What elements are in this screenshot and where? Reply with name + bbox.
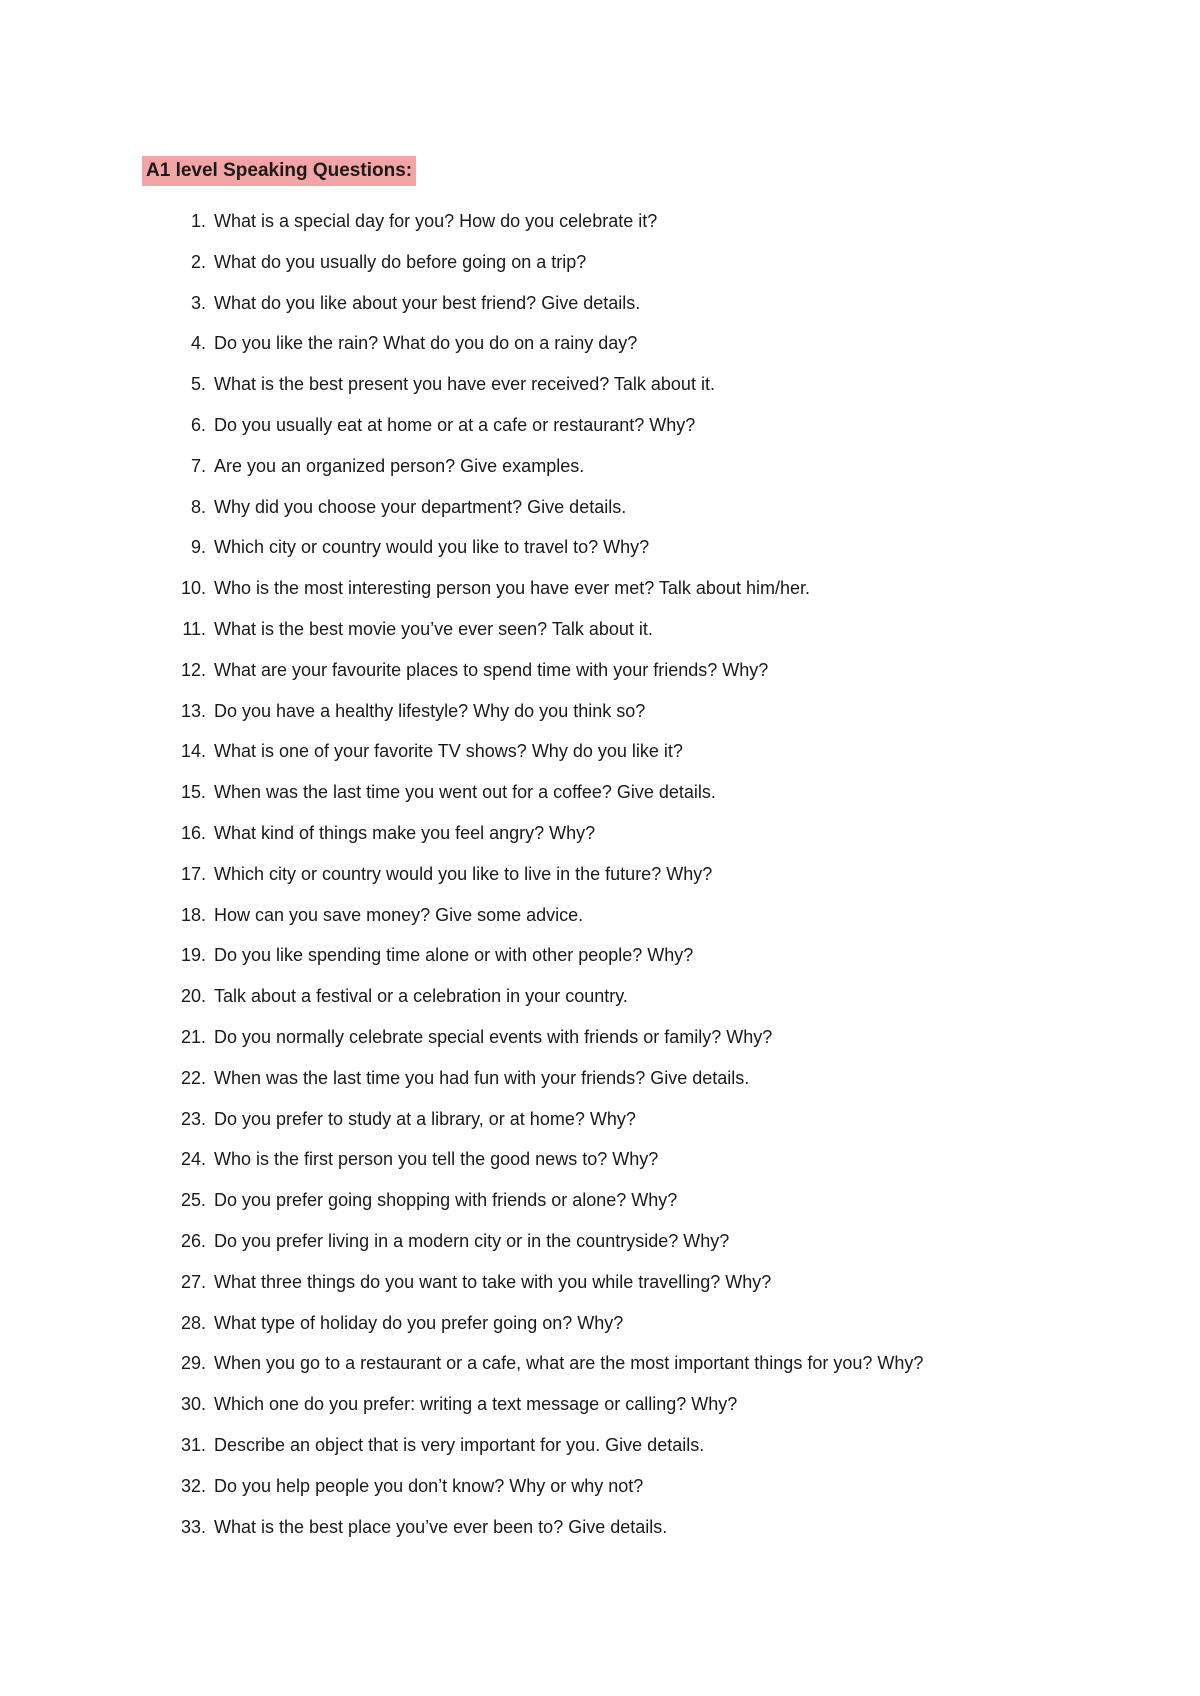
question-item (142, 940, 923, 981)
question-item (142, 532, 923, 573)
question-number: 25. (180, 1190, 206, 1211)
question-number: 19. (180, 945, 206, 966)
question-text: Who is the first person you tell the good news to? Why? (214, 1149, 659, 1170)
question-number: 27. (180, 1271, 206, 1292)
question-text: What is one of your favorite TV shows? Why do you like it? (214, 741, 683, 762)
page-title: A1 level Speaking Questions: (142, 156, 416, 186)
question-item (142, 1063, 923, 1104)
question-text: When was the last time you had fun with your friends? Give details. (214, 1067, 750, 1088)
question-item (142, 206, 923, 247)
question-number: 6. (190, 414, 206, 435)
question-text: What is the best movie you’ve ever seen? Talk about it. (214, 618, 653, 639)
question-text: Do you have a healthy lifestyle? Why do you think so? (214, 700, 646, 721)
question-text: Do you prefer living in a modern city or in the countryside? Why? (214, 1230, 730, 1251)
question-item (142, 492, 923, 533)
question-number: 5. (190, 374, 206, 395)
question-item (142, 451, 923, 492)
question-text: Do you prefer to study at a library, or at home? Why? (214, 1108, 636, 1129)
question-text: Which one do you prefer: writing a text message or calling? Why? (214, 1394, 738, 1415)
question-text: Describe an object that is very important for you. Give details. (214, 1434, 705, 1455)
question-text: Who is the most interesting person you have ever met? Talk about him/her. (214, 578, 810, 599)
question-text: Which city or country would you like to travel to? Why? (214, 537, 650, 558)
question-text: Do you prefer going shopping with friends or alone? Why? (214, 1190, 678, 1211)
question-number: 29. (180, 1353, 206, 1374)
question-number: 18. (180, 904, 206, 925)
question-text: Are you an organized person? Give examples. (214, 455, 585, 476)
question-number: 10. (180, 578, 206, 599)
question-item (142, 1512, 923, 1553)
question-number: 33. (180, 1516, 206, 1537)
question-number: 31. (180, 1434, 206, 1455)
question-list (142, 206, 923, 1552)
question-text: What is the best place you’ve ever been to? Give details. (214, 1516, 668, 1537)
question-number: 22. (180, 1067, 206, 1088)
question-number: 21. (180, 1026, 206, 1047)
question-item (142, 1104, 923, 1145)
question-number: 7. (190, 455, 206, 476)
question-text: What do you usually do before going on a trip? (214, 251, 587, 272)
question-item (142, 1185, 923, 1226)
question-item (142, 900, 923, 941)
question-number: 28. (180, 1312, 206, 1333)
question-item (142, 247, 923, 288)
question-number: 1. (190, 211, 206, 231)
question-number: 14. (180, 741, 206, 762)
question-number: 26. (180, 1230, 206, 1251)
question-number: 9. (190, 537, 206, 558)
question-number: 23. (180, 1108, 206, 1129)
question-number: 3. (190, 292, 206, 313)
question-number: 12. (180, 659, 206, 680)
question-item (142, 1267, 923, 1308)
question-text: What type of holiday do you prefer going on? Why? (214, 1312, 624, 1333)
question-text: What is a special day for you? How do you celebrate it? (214, 211, 658, 231)
question-text: Do you like spending time alone or with other people? Why? (214, 945, 694, 966)
question-number: 17. (180, 863, 206, 884)
question-text: Do you normally celebrate special events with friends or family? Why? (214, 1026, 773, 1047)
question-item (142, 614, 923, 655)
question-number: 2. (190, 251, 206, 272)
question-item (142, 1144, 923, 1185)
question-text: What is the best present you have ever received? Talk about it. (214, 374, 715, 395)
question-text: What kind of things make you feel angry? Why? (214, 822, 596, 843)
question-text: When was the last time you went out for a coffee? Give details. (214, 782, 716, 803)
question-text: Why did you choose your department? Give details. (214, 496, 627, 517)
question-number: 8. (190, 496, 206, 517)
question-text: Which city or country would you like to live in the future? Why? (214, 863, 713, 884)
question-item (142, 1389, 923, 1430)
question-item (142, 288, 923, 329)
question-text: Do you usually eat at home or at a cafe or restaurant? Why? (214, 414, 696, 435)
question-text: What do you like about your best friend? Give details. (214, 292, 641, 313)
question-item (142, 1348, 923, 1389)
question-number: 13. (180, 700, 206, 721)
question-item (142, 777, 923, 818)
question-item (142, 1022, 923, 1063)
question-text: What are your favourite places to spend time with your friends? Why? (214, 659, 769, 680)
question-number: 30. (180, 1394, 206, 1415)
question-text: Do you like the rain? What do you do on a rainy day? (214, 333, 638, 354)
question-item (142, 696, 923, 737)
question-number: 11. (182, 618, 206, 639)
question-number: 16. (180, 822, 206, 843)
question-item (142, 655, 923, 696)
question-item (142, 1430, 923, 1471)
question-text: What three things do you want to take with you while travelling? Why? (214, 1271, 772, 1292)
question-item (142, 736, 923, 777)
question-number: 20. (180, 986, 206, 1007)
question-item (142, 369, 923, 410)
question-item (142, 981, 923, 1022)
question-text: Do you help people you don’t know? Why or why not? (214, 1475, 644, 1496)
question-item (142, 328, 923, 369)
question-number: 32. (180, 1475, 206, 1496)
question-item (142, 1226, 923, 1267)
question-text: Talk about a festival or a celebration in your country. (214, 986, 628, 1007)
question-item (142, 859, 923, 900)
question-text: How can you save money? Give some advice. (214, 904, 584, 925)
question-item (142, 1471, 923, 1512)
question-item (142, 410, 923, 451)
question-item (142, 1308, 923, 1349)
question-item (142, 573, 923, 614)
question-number: 24. (180, 1149, 206, 1170)
question-number: 15. (180, 782, 206, 803)
question-text: When you go to a restaurant or a cafe, what are the most important things for you? Why? (214, 1353, 924, 1374)
question-number: 4. (190, 333, 206, 354)
question-item (142, 818, 923, 859)
